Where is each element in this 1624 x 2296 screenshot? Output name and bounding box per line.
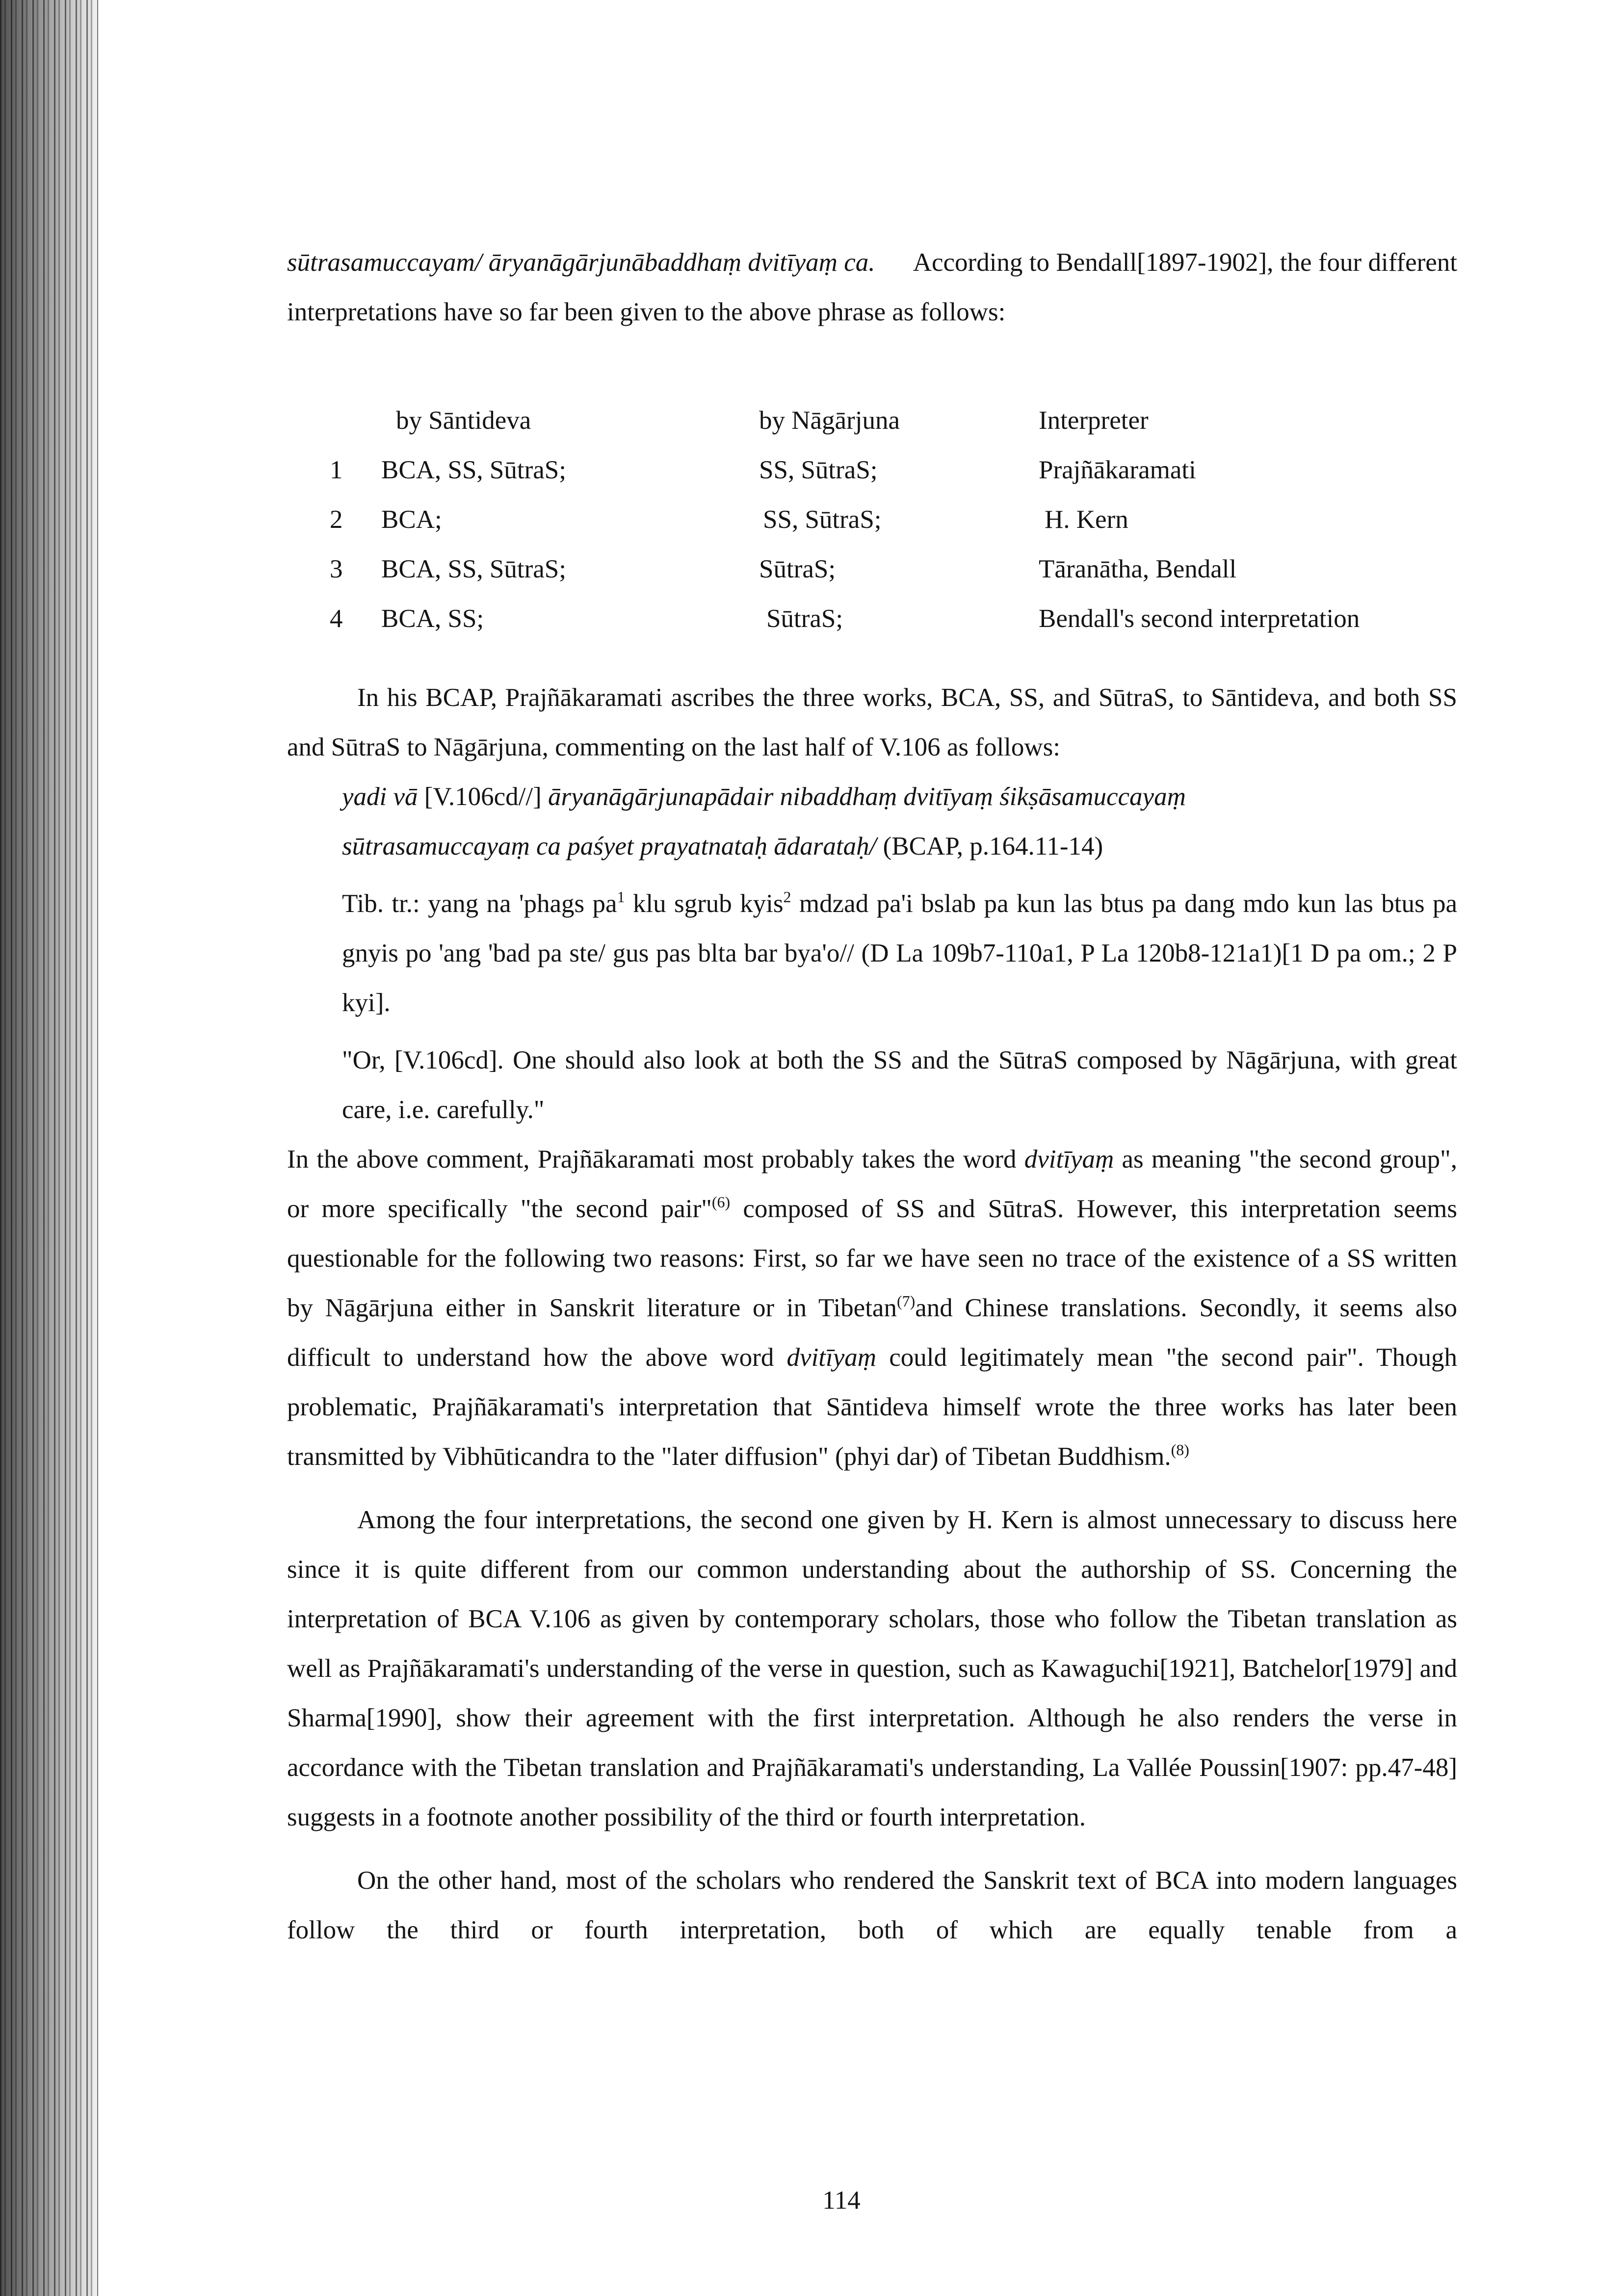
- tibetan-translation: [287, 879, 1457, 1028]
- row-santideva: BCA;: [381, 505, 442, 534]
- row-interpreter: Prajñākaramati: [1039, 456, 1196, 484]
- tib-part-c: mdzad pa'i bslab pa kun las btus pa dang mdo kun las btus pa gnyis po 'ang 'bad pa ste/ gus pas blta bar bya'o// (D La 109b7-110a1, P La 120b8-121a1)[1 D pa om.; 2 P kyi].: [342, 889, 1458, 1017]
- comment-term-2: dvitīyaṃ: [786, 1343, 877, 1372]
- table-row: [287, 445, 1360, 495]
- row-interpreter: Bendall's second interpretation: [1039, 604, 1360, 633]
- quote-verse-ref: [V.106cd//]: [424, 783, 542, 811]
- quote-text-2: sūtrasamuccayaṃ ca paśyet prayatnataḥ ādarataḥ/: [342, 832, 877, 861]
- table-header-row: [287, 396, 1360, 445]
- quote-source: (BCAP, p.164.11-14): [883, 832, 1103, 861]
- opening-text: According to Bendall[1897-1902], the four different interpretations have so far been given to the above phrase as follows:: [287, 248, 1457, 326]
- footnote-ref-7: (7): [896, 1292, 916, 1310]
- comment-term-1: dvitīyaṃ: [1024, 1145, 1114, 1174]
- row-interpreter: Tāranātha, Bendall: [1039, 555, 1237, 583]
- table-header-nagarjuna: by Nāgārjuna: [759, 406, 900, 435]
- page-number: 114: [822, 2186, 861, 2215]
- row-number: 4: [330, 604, 343, 633]
- quote-text-1: āryanāgārjunapādair nibaddhaṃ dvitīyaṃ śikṣāsamuccayaṃ: [548, 783, 1186, 811]
- page-body: [287, 238, 1457, 1955]
- paragraph-bcap: In his BCAP, Prajñākaramati ascribes the three works, BCA, SS, and SūtraS, to Sāntideva, and both SS and SūtraS to Nāgārjuna, commenting on the last half of V.106 as follows:: [287, 683, 1457, 761]
- table-header-santideva: by Sāntideva: [396, 406, 531, 435]
- sanskrit-quote-line-1: [287, 772, 1457, 822]
- comment-part-a: In the above comment, Prajñākaramati most probably takes the word: [287, 1145, 1017, 1174]
- opening-paragraph: [287, 238, 1457, 337]
- paragraph-among: Among the four interpretations, the second one given by H. Kern is almost unnecessary to discuss here since it is quite different from our common understanding about the authorship of SS. Concerning the interpretation of BCA V.106 as given by contemporary scholars, those who follow the Tibetan translation as well as Prajñākaramati's understanding of the verse in question, such as Kawaguchi[1921], Batchelor[1979] and Sharma[1990], show their agreement with the first interpretation. Although he also renders the verse in accordance with the Tibetan translation and Prajñākaramati's understanding, La Vallée Poussin[1907: pp.47-48] suggests in a footnote another possibility of the third or fourth interpretation.: [287, 1506, 1457, 1831]
- opening-sanskrit: sūtrasamuccayam/ āryanāgārjunābaddhaṃ dvitīyaṃ ca.: [287, 248, 875, 277]
- row-santideva: BCA, SS, SūtraS;: [381, 555, 567, 583]
- comment-part-d: and Chinese translations. Secondly, it seems also difficult to understand how the above word: [287, 1294, 1457, 1372]
- row-number: 2: [330, 505, 343, 534]
- table-row: [287, 594, 1360, 644]
- tib-footnote-1: 1: [617, 888, 625, 906]
- table-header-num: [287, 396, 381, 445]
- scan-binding-edge: [0, 0, 98, 2296]
- sanskrit-quote-line-2: [287, 822, 1457, 871]
- row-santideva: BCA, SS;: [381, 604, 484, 633]
- english-translation: "Or, [V.106cd]. One should also look at both the SS and the SūtraS composed by Nāgārjuna, with great care, i.e. carefully.": [342, 1046, 1457, 1124]
- paragraph-other: On the other hand, most of the scholars who rendered the Sanskrit text of BCA into modern languages follow the third or fourth interpretation, both of which are equally tenable from a: [287, 1866, 1457, 1944]
- paragraph-comment: [287, 1135, 1457, 1482]
- row-interpreter: H. Kern: [1045, 505, 1128, 534]
- row-nagarjuna: SūtraS;: [759, 555, 836, 583]
- comment-part-c: composed of SS and SūtraS. However, this interpretation seems questionable for the following two reasons: First, so far we have seen no trace of the existence of a SS written by Nāgārjuna either in Sanskrit literature or in Tibetan: [287, 1195, 1457, 1322]
- tib-part-b: klu sgrub kyis: [625, 889, 784, 918]
- interpretation-table: [287, 396, 1360, 644]
- table-header-interpreter: Interpreter: [1039, 406, 1149, 435]
- table-row: [287, 495, 1360, 545]
- footnote-ref-8: (8): [1171, 1441, 1189, 1459]
- row-nagarjuna: SS, SūtraS;: [759, 456, 878, 484]
- row-nagarjuna: SūtraS;: [766, 604, 843, 633]
- tib-footnote-2: 2: [783, 888, 791, 906]
- tib-part-a: Tib. tr.: yang na 'phags pa: [342, 889, 617, 918]
- comment-part-b: as meaning "the second group", or more specifically "the second pair": [287, 1145, 1458, 1223]
- comment-part-e: could legitimately mean "the second pair". Though problematic, Prajñākaramati's interpretation that Sāntideva himself wrote the three works has later been transmitted by Vibhūticandra to the "later diffusion" (phyi dar) of Tibetan Buddhism.: [287, 1343, 1457, 1471]
- quote-yadi: yadi vā: [342, 783, 418, 811]
- table-row: [287, 545, 1360, 594]
- row-santideva: BCA, SS, SūtraS;: [381, 456, 567, 484]
- footnote-ref-6: (6): [711, 1193, 731, 1211]
- row-nagarjuna: SS, SūtraS;: [763, 505, 882, 534]
- row-number: 3: [330, 555, 343, 583]
- row-number: 1: [330, 456, 343, 484]
